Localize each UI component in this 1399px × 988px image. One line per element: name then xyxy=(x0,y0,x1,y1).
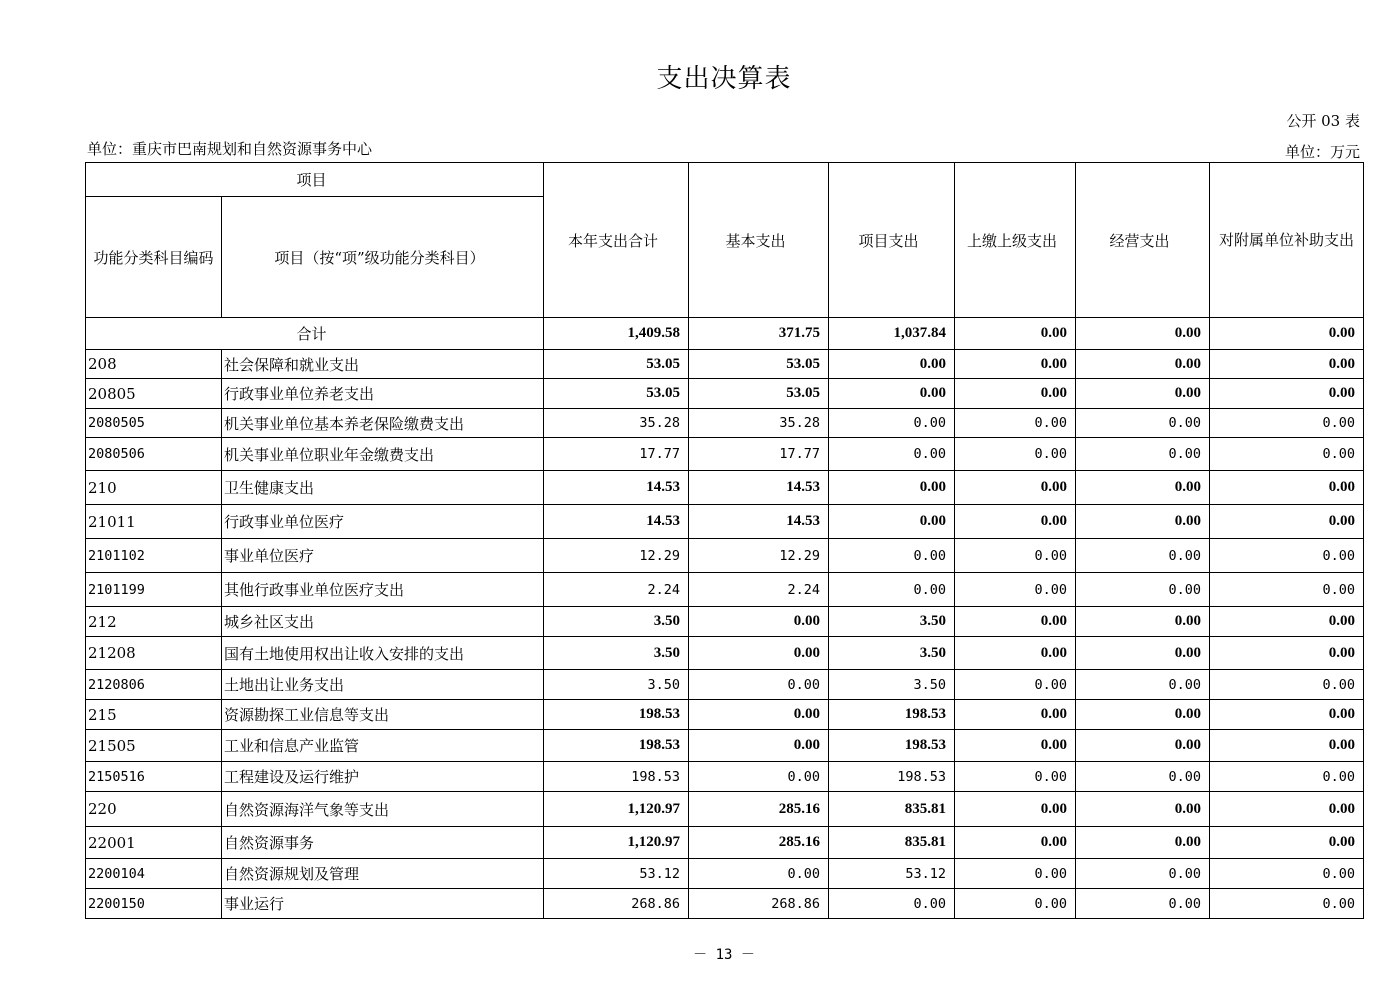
row-total: 3.50 xyxy=(544,670,689,700)
row-upper: 0.00 xyxy=(955,827,1076,859)
row-basic: 0.00 xyxy=(689,859,829,889)
row-subsidy: 0.00 xyxy=(1210,859,1364,889)
row-project: 0.00 xyxy=(829,409,955,438)
row-total: 53.05 xyxy=(544,379,689,409)
row-subsidy: 0.00 xyxy=(1210,827,1364,859)
row-subsidy: 0.00 xyxy=(1210,471,1364,505)
row-basic: 53.05 xyxy=(689,379,829,409)
row-name: 自然资源事务 xyxy=(222,827,544,859)
row-code: 20805 xyxy=(86,379,222,409)
row-total: 198.53 xyxy=(544,700,689,730)
row-business: 0.00 xyxy=(1076,859,1210,889)
row-upper: 0.00 xyxy=(955,471,1076,505)
row-basic: 268.86 xyxy=(689,889,829,919)
row-total: 268.86 xyxy=(544,889,689,919)
row-name: 事业单位医疗 xyxy=(222,539,544,573)
row-upper: 0.00 xyxy=(955,670,1076,700)
row-business: 0.00 xyxy=(1076,573,1210,607)
table-row xyxy=(86,607,1364,637)
row-subsidy: 0.00 xyxy=(1210,700,1364,730)
currency-unit: 单位：万元 xyxy=(1284,143,1360,161)
table-row xyxy=(86,438,1364,471)
row-code: 212 xyxy=(86,607,222,637)
row-project: 835.81 xyxy=(829,792,955,827)
table-row xyxy=(86,859,1364,889)
row-name: 资源勘探工业信息等支出 xyxy=(222,700,544,730)
row-project: 3.50 xyxy=(829,637,955,670)
row-name: 国有土地使用权出让收入安排的支出 xyxy=(222,637,544,670)
summary-upper: 0.00 xyxy=(955,318,1076,350)
row-total: 53.05 xyxy=(544,350,689,379)
row-business: 0.00 xyxy=(1076,827,1210,859)
row-business: 0.00 xyxy=(1076,670,1210,700)
header-subsidy: 对附属单位补助支出 xyxy=(1210,163,1364,318)
summary-row xyxy=(86,318,1364,350)
row-project: 198.53 xyxy=(829,700,955,730)
header-business: 经营支出 xyxy=(1076,163,1210,318)
row-total: 17.77 xyxy=(544,438,689,471)
row-project: 3.50 xyxy=(829,607,955,637)
row-upper: 0.00 xyxy=(955,539,1076,573)
row-upper: 0.00 xyxy=(955,573,1076,607)
row-project: 0.00 xyxy=(829,573,955,607)
header-upper: 上缴上级支出 xyxy=(955,163,1076,318)
row-code: 21011 xyxy=(86,505,222,539)
row-business: 0.00 xyxy=(1076,792,1210,827)
row-basic: 14.53 xyxy=(689,471,829,505)
row-name: 事业运行 xyxy=(222,889,544,919)
row-name: 社会保障和就业支出 xyxy=(222,350,544,379)
row-project: 198.53 xyxy=(829,762,955,792)
table-row xyxy=(86,505,1364,539)
table-row xyxy=(86,471,1364,505)
row-total: 1,120.97 xyxy=(544,792,689,827)
row-subsidy: 0.00 xyxy=(1210,505,1364,539)
row-code: 2101199 xyxy=(86,573,222,607)
row-name: 行政事业单位养老支出 xyxy=(222,379,544,409)
row-name: 机关事业单位职业年金缴费支出 xyxy=(222,438,544,471)
row-total: 14.53 xyxy=(544,505,689,539)
table-row xyxy=(86,637,1364,670)
row-business: 0.00 xyxy=(1076,409,1210,438)
row-code: 2080506 xyxy=(86,438,222,471)
row-subsidy: 0.00 xyxy=(1210,762,1364,792)
row-project: 0.00 xyxy=(829,889,955,919)
row-code: 2150516 xyxy=(86,762,222,792)
table-row xyxy=(86,670,1364,700)
row-name: 行政事业单位医疗 xyxy=(222,505,544,539)
row-code: 21505 xyxy=(86,730,222,762)
header-code: 功能分类科目编码 xyxy=(86,197,222,318)
row-total: 53.12 xyxy=(544,859,689,889)
row-subsidy: 0.00 xyxy=(1210,637,1364,670)
row-subsidy: 0.00 xyxy=(1210,792,1364,827)
row-basic: 53.05 xyxy=(689,350,829,379)
row-upper: 0.00 xyxy=(955,409,1076,438)
row-project: 198.53 xyxy=(829,730,955,762)
row-total: 3.50 xyxy=(544,607,689,637)
row-code: 208 xyxy=(86,350,222,379)
row-upper: 0.00 xyxy=(955,607,1076,637)
summary-basic: 371.75 xyxy=(689,318,829,350)
row-upper: 0.00 xyxy=(955,889,1076,919)
table-row xyxy=(86,700,1364,730)
row-basic: 0.00 xyxy=(689,700,829,730)
row-name: 工业和信息产业监管 xyxy=(222,730,544,762)
row-basic: 17.77 xyxy=(689,438,829,471)
row-name: 工程建设及运行维护 xyxy=(222,762,544,792)
header-name: 项目（按“项”级功能分类科目） xyxy=(222,197,544,318)
row-business: 0.00 xyxy=(1076,637,1210,670)
expenditure-table xyxy=(85,162,1364,919)
summary-total: 1,409.58 xyxy=(544,318,689,350)
row-name: 其他行政事业单位医疗支出 xyxy=(222,573,544,607)
table-row xyxy=(86,889,1364,919)
row-project: 0.00 xyxy=(829,438,955,471)
row-business: 0.00 xyxy=(1076,762,1210,792)
row-business: 0.00 xyxy=(1076,607,1210,637)
row-basic: 2.24 xyxy=(689,573,829,607)
row-total: 12.29 xyxy=(544,539,689,573)
row-subsidy: 0.00 xyxy=(1210,607,1364,637)
row-upper: 0.00 xyxy=(955,505,1076,539)
row-subsidy: 0.00 xyxy=(1210,350,1364,379)
row-project: 0.00 xyxy=(829,379,955,409)
row-name: 机关事业单位基本养老保险缴费支出 xyxy=(222,409,544,438)
summary-subsidy: 0.00 xyxy=(1210,318,1364,350)
row-code: 2200150 xyxy=(86,889,222,919)
row-basic: 0.00 xyxy=(689,670,829,700)
row-basic: 0.00 xyxy=(689,730,829,762)
row-subsidy: 0.00 xyxy=(1210,539,1364,573)
row-business: 0.00 xyxy=(1076,889,1210,919)
row-total: 198.53 xyxy=(544,730,689,762)
row-basic: 0.00 xyxy=(689,607,829,637)
summary-business: 0.00 xyxy=(1076,318,1210,350)
row-basic: 285.16 xyxy=(689,792,829,827)
row-business: 0.00 xyxy=(1076,350,1210,379)
row-subsidy: 0.00 xyxy=(1210,889,1364,919)
table-row xyxy=(86,730,1364,762)
row-upper: 0.00 xyxy=(955,730,1076,762)
row-name: 土地出让业务支出 xyxy=(222,670,544,700)
row-subsidy: 0.00 xyxy=(1210,409,1364,438)
row-code: 2200104 xyxy=(86,859,222,889)
row-business: 0.00 xyxy=(1076,471,1210,505)
row-upper: 0.00 xyxy=(955,792,1076,827)
row-code: 22001 xyxy=(86,827,222,859)
row-total: 1,120.97 xyxy=(544,827,689,859)
header-project-group: 项目 xyxy=(86,163,544,197)
row-upper: 0.00 xyxy=(955,859,1076,889)
row-upper: 0.00 xyxy=(955,379,1076,409)
row-business: 0.00 xyxy=(1076,379,1210,409)
row-business: 0.00 xyxy=(1076,700,1210,730)
table-row xyxy=(86,350,1364,379)
row-code: 21208 xyxy=(86,637,222,670)
row-total: 2.24 xyxy=(544,573,689,607)
row-business: 0.00 xyxy=(1076,730,1210,762)
row-basic: 0.00 xyxy=(689,637,829,670)
row-basic: 285.16 xyxy=(689,827,829,859)
row-name: 城乡社区支出 xyxy=(222,607,544,637)
row-code: 215 xyxy=(86,700,222,730)
table-row xyxy=(86,379,1364,409)
organization-unit: 单位：重庆市巴南规划和自然资源事务中心 xyxy=(87,140,373,158)
page-title: 支出决算表 xyxy=(656,64,792,94)
row-basic: 12.29 xyxy=(689,539,829,573)
table-row xyxy=(86,409,1364,438)
row-basic: 0.00 xyxy=(689,762,829,792)
row-project: 0.00 xyxy=(829,350,955,379)
row-business: 0.00 xyxy=(1076,505,1210,539)
row-project: 53.12 xyxy=(829,859,955,889)
row-code: 210 xyxy=(86,471,222,505)
table-number: 公开 03 表 xyxy=(1286,112,1360,130)
row-upper: 0.00 xyxy=(955,350,1076,379)
row-name: 卫生健康支出 xyxy=(222,471,544,505)
row-project: 835.81 xyxy=(829,827,955,859)
row-name: 自然资源海洋气象等支出 xyxy=(222,792,544,827)
row-total: 14.53 xyxy=(544,471,689,505)
table-row xyxy=(86,539,1364,573)
row-total: 198.53 xyxy=(544,762,689,792)
row-total: 35.28 xyxy=(544,409,689,438)
row-subsidy: 0.00 xyxy=(1210,573,1364,607)
row-project: 0.00 xyxy=(829,471,955,505)
row-project: 0.00 xyxy=(829,539,955,573)
row-project: 0.00 xyxy=(829,505,955,539)
summary-project: 1,037.84 xyxy=(829,318,955,350)
row-basic: 35.28 xyxy=(689,409,829,438)
table-row xyxy=(86,573,1364,607)
row-business: 0.00 xyxy=(1076,539,1210,573)
header-total: 本年支出合计 xyxy=(544,163,689,318)
table-row xyxy=(86,827,1364,859)
row-code: 2120806 xyxy=(86,670,222,700)
table-row xyxy=(86,762,1364,792)
row-name: 自然资源规划及管理 xyxy=(222,859,544,889)
header-project: 项目支出 xyxy=(829,163,955,318)
row-code: 2101102 xyxy=(86,539,222,573)
row-total: 3.50 xyxy=(544,637,689,670)
header-basic: 基本支出 xyxy=(689,163,829,318)
row-subsidy: 0.00 xyxy=(1210,438,1364,471)
summary-label: 合计 xyxy=(86,318,544,350)
row-upper: 0.00 xyxy=(955,438,1076,471)
row-upper: 0.00 xyxy=(955,637,1076,670)
row-subsidy: 0.00 xyxy=(1210,379,1364,409)
row-code: 2080505 xyxy=(86,409,222,438)
row-project: 3.50 xyxy=(829,670,955,700)
row-subsidy: 0.00 xyxy=(1210,730,1364,762)
page-number: － 13 － xyxy=(693,947,755,963)
row-upper: 0.00 xyxy=(955,762,1076,792)
row-subsidy: 0.00 xyxy=(1210,670,1364,700)
row-business: 0.00 xyxy=(1076,438,1210,471)
row-basic: 14.53 xyxy=(689,505,829,539)
table-row xyxy=(86,792,1364,827)
row-upper: 0.00 xyxy=(955,700,1076,730)
row-code: 220 xyxy=(86,792,222,827)
